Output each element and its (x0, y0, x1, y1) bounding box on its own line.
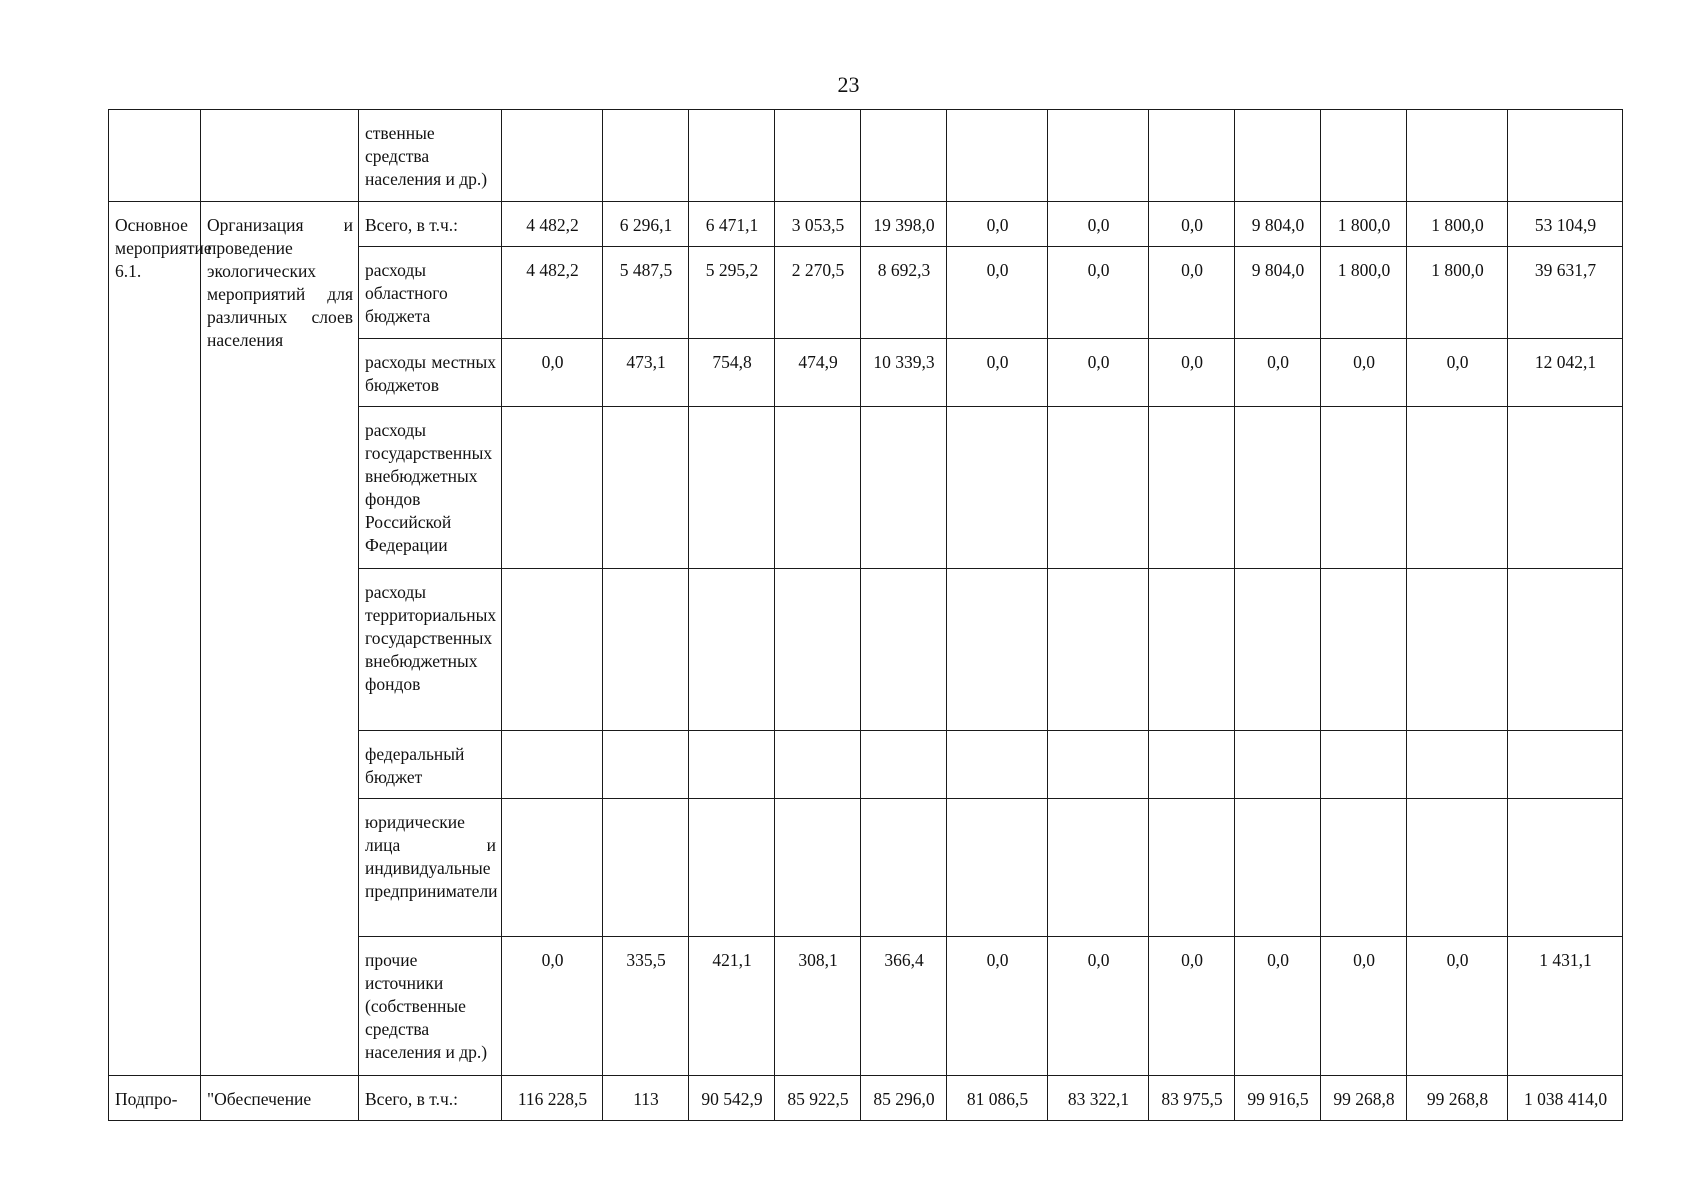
value-cell: 308,1 (775, 937, 861, 1076)
value-cell: 113 (603, 1076, 689, 1121)
source-cell: юридические лица и индивидуальные предприниматели (359, 799, 502, 937)
value-cell: 1 431,1 (1508, 937, 1623, 1076)
source-cell: расходы территориальных государственных внебюджетных фондов (359, 569, 502, 731)
value-cell: 0,0 (1321, 339, 1407, 407)
value-cell: 85 922,5 (775, 1076, 861, 1121)
value-cell: 39 631,7 (1508, 247, 1623, 339)
value-cell: 85 296,0 (861, 1076, 947, 1121)
name-cell (201, 110, 359, 202)
value-cell: 9 804,0 (1235, 202, 1321, 247)
value-cell: 754,8 (689, 339, 775, 407)
value-cell: 1 800,0 (1321, 202, 1407, 247)
value-cell: 0,0 (947, 339, 1048, 407)
value-cell: 1 800,0 (1407, 247, 1508, 339)
value-cell: 0,0 (947, 202, 1048, 247)
value-cell: 0,0 (947, 247, 1048, 339)
value-cell: 1 800,0 (1407, 202, 1508, 247)
value-cell: 83 975,5 (1149, 1076, 1235, 1121)
value-cell: 99 268,8 (1321, 1076, 1407, 1121)
source-cell: Всего, в т.ч.: (359, 202, 502, 247)
value-cell: 0,0 (1048, 202, 1149, 247)
subprogram-name: "Обеспечение (201, 1076, 359, 1121)
value-cell: 6 296,1 (603, 202, 689, 247)
value-cell: 366,4 (861, 937, 947, 1076)
value-cell: 0,0 (1407, 339, 1508, 407)
value-cell: 5 487,5 (603, 247, 689, 339)
value-cell: 1 038 414,0 (1508, 1076, 1623, 1121)
value-cell: 19 398,0 (861, 202, 947, 247)
value-cell: 6 471,1 (689, 202, 775, 247)
source-cell: федеральный бюджет (359, 731, 502, 799)
value-cell: 0,0 (1048, 937, 1149, 1076)
value-cell: 2 270,5 (775, 247, 861, 339)
value-cell: 473,1 (603, 339, 689, 407)
subprogram-code: Подпро- (109, 1076, 201, 1121)
value-cell: 83 322,1 (1048, 1076, 1149, 1121)
value-cell: 0,0 (1149, 202, 1235, 247)
source-cell: расходы областного бюджета (359, 247, 502, 339)
source-cell: прочие источники (собственные средства населения и др.) (359, 937, 502, 1076)
value-cell: 0,0 (947, 937, 1048, 1076)
budget-table (108, 109, 1623, 1121)
table-row-carry (109, 110, 1623, 202)
source-cell: Всего, в т.ч.: (359, 1076, 502, 1121)
page-number: 23 (837, 72, 860, 97)
value-cell: 0,0 (1235, 937, 1321, 1076)
value-cell: 0,0 (1149, 247, 1235, 339)
value-cell: 53 104,9 (1508, 202, 1623, 247)
source-cell: ственные средства населения и др.) (359, 110, 502, 202)
value-cell: 4 482,2 (502, 247, 603, 339)
value-cell: 90 542,9 (689, 1076, 775, 1121)
value-cell: 0,0 (502, 339, 603, 407)
table-row-measure-total (109, 202, 1623, 247)
value-cell: 5 295,2 (689, 247, 775, 339)
value-cell: 99 916,5 (1235, 1076, 1321, 1121)
value-cell: 0,0 (1048, 339, 1149, 407)
value-cell: 8 692,3 (861, 247, 947, 339)
value-cell: 99 268,8 (1407, 1076, 1508, 1121)
value-cell: 0,0 (1048, 247, 1149, 339)
value-cell: 3 053,5 (775, 202, 861, 247)
measure-code: Основное мероприятие 6.1. (109, 202, 201, 1076)
source-cell: расходы государственных внебюджетных фондов Российской Федерации (359, 407, 502, 569)
source-cell: расходы местных бюджетов (359, 339, 502, 407)
value-cell: 0,0 (1149, 937, 1235, 1076)
value-cell: 474,9 (775, 339, 861, 407)
value-cell: 0,0 (1149, 339, 1235, 407)
value-cell: 0,0 (502, 937, 603, 1076)
value-cell: 1 800,0 (1321, 247, 1407, 339)
value-cell: 0,0 (1235, 339, 1321, 407)
value-cell: 421,1 (689, 937, 775, 1076)
value-cell: 9 804,0 (1235, 247, 1321, 339)
value-cell: 12 042,1 (1508, 339, 1623, 407)
value-cell: 335,5 (603, 937, 689, 1076)
value-cell: 0,0 (1407, 937, 1508, 1076)
value-cell: 10 339,3 (861, 339, 947, 407)
value-cell: 4 482,2 (502, 202, 603, 247)
measure-name: Организация и проведение экологических мероприятий для различных слоев населения (201, 202, 359, 1076)
value-cell: 0,0 (1321, 937, 1407, 1076)
value-cell: 116 228,5 (502, 1076, 603, 1121)
table-row-subprogram (109, 1076, 1623, 1121)
value-cell: 81 086,5 (947, 1076, 1048, 1121)
code-cell (109, 110, 201, 202)
